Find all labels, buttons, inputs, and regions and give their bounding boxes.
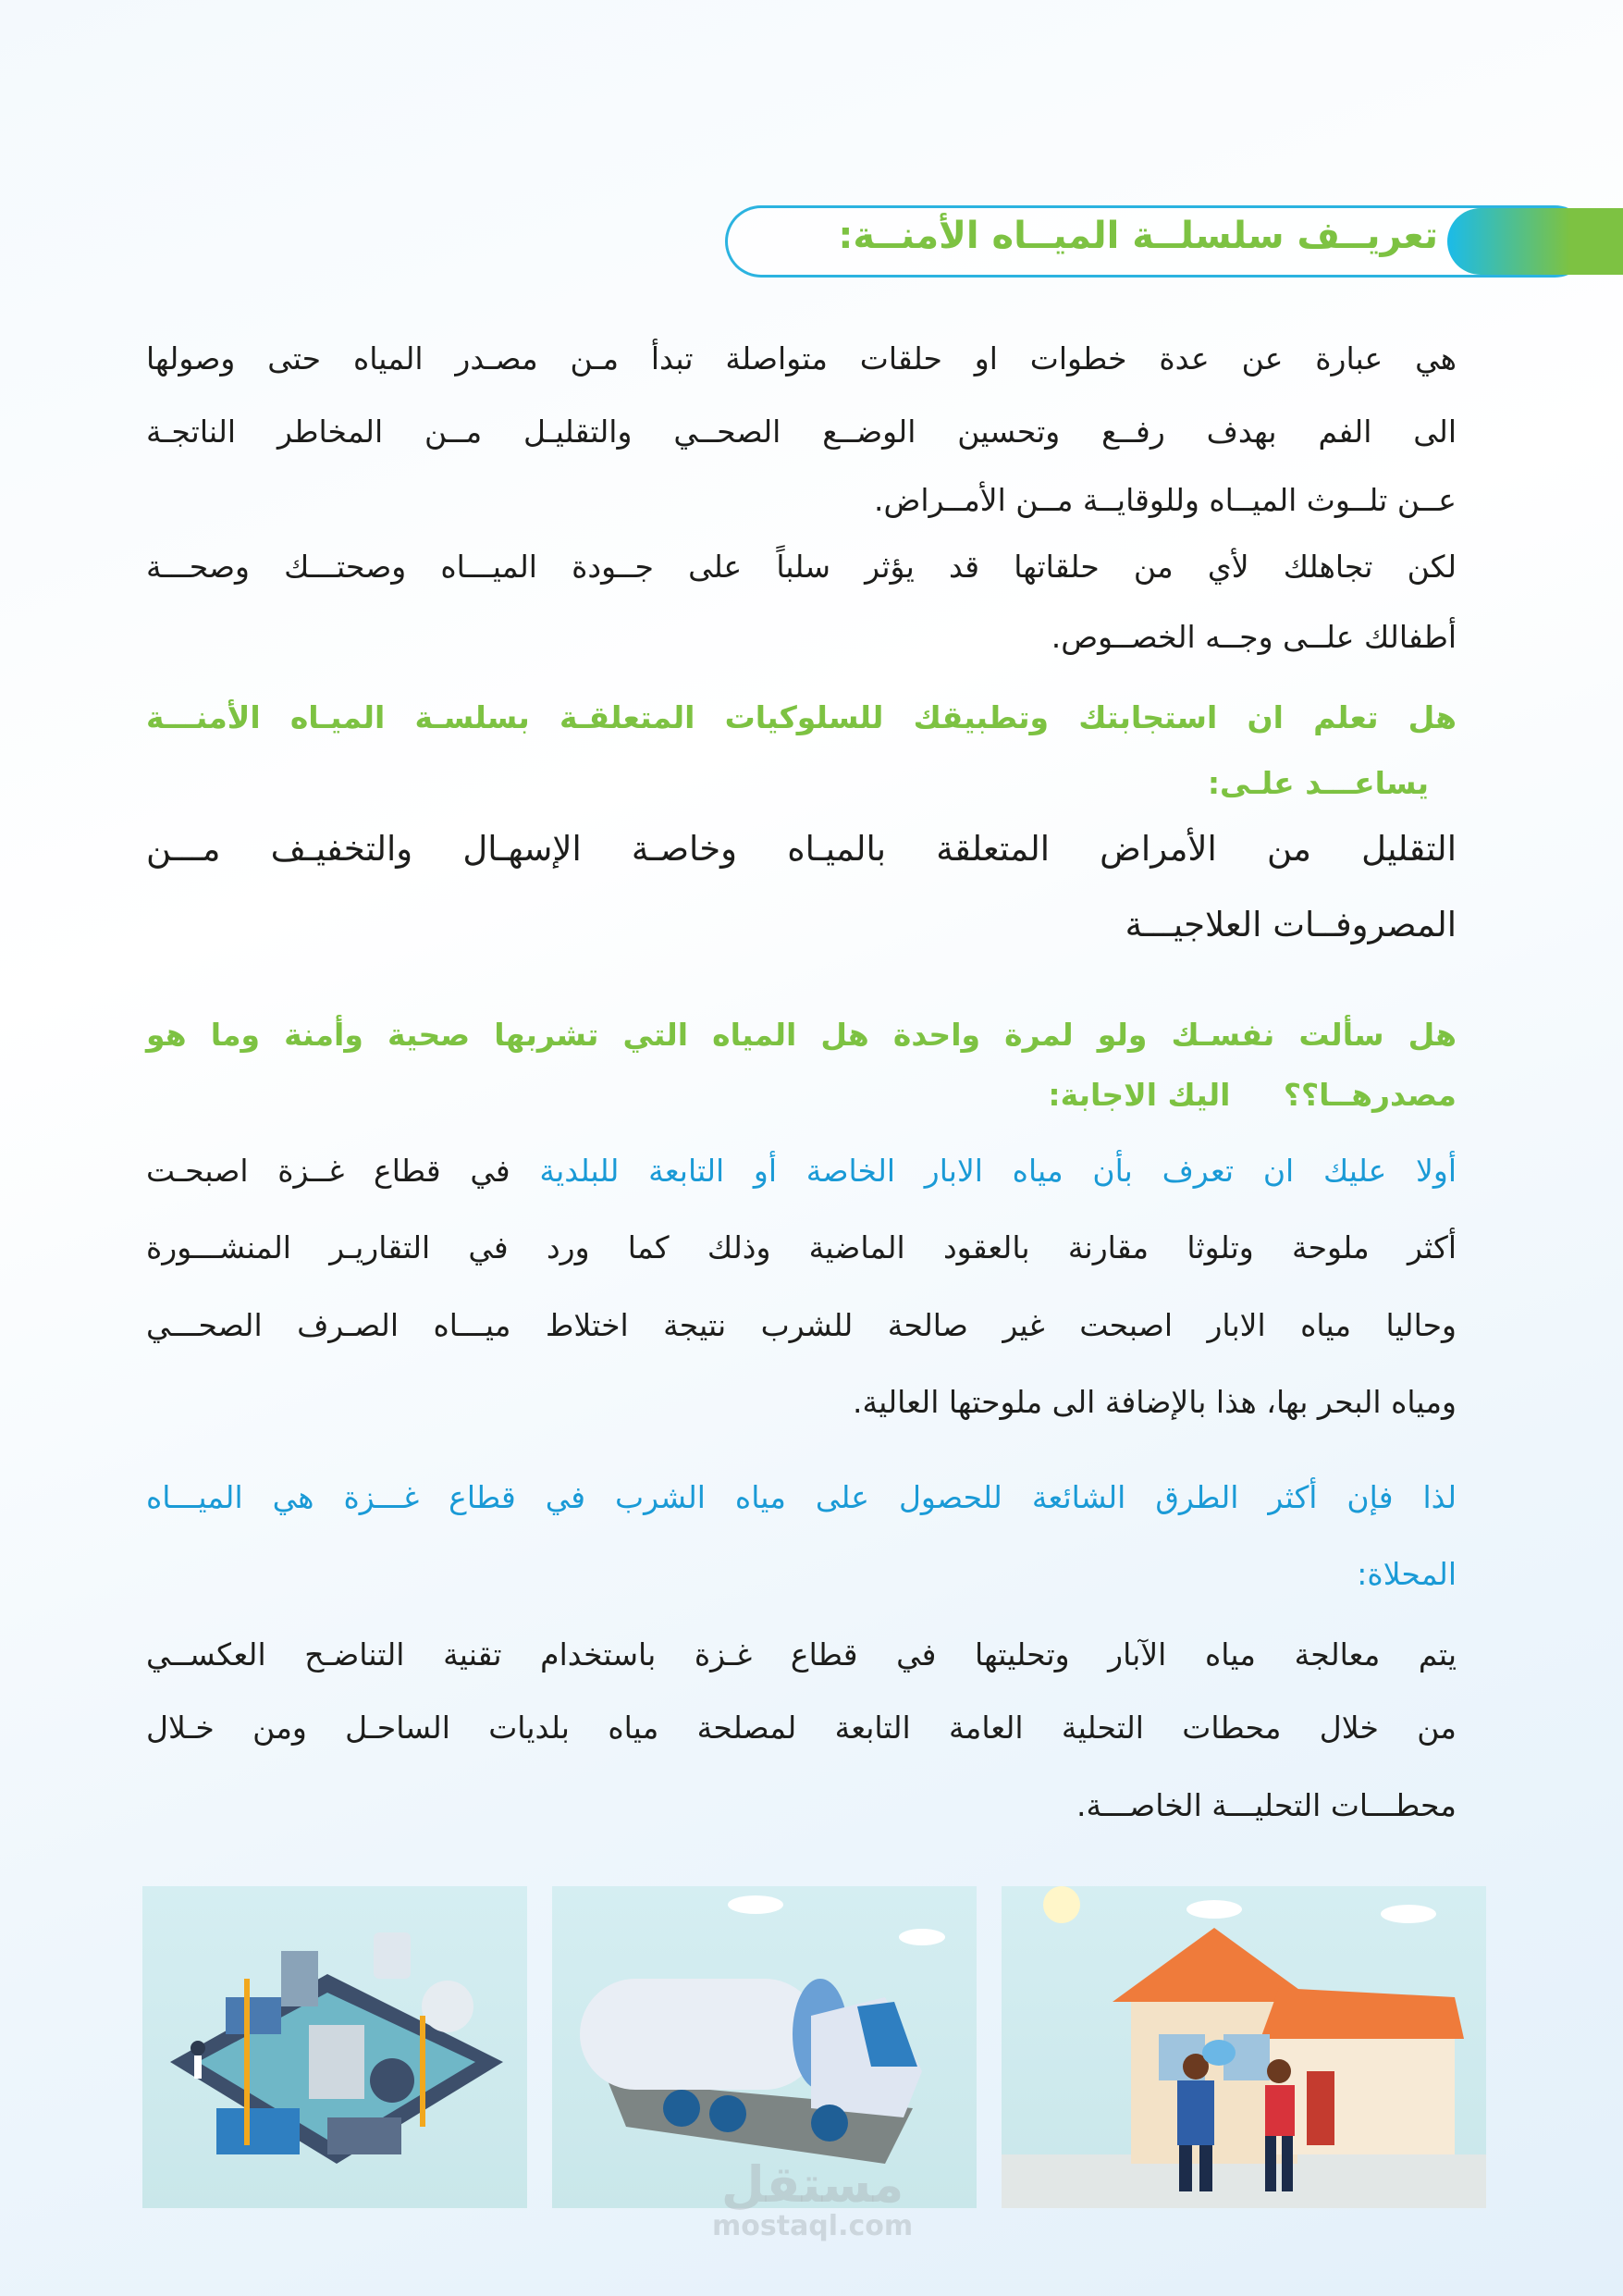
answer-line: محطـــات التحليـــة الخاصـــة.: [1076, 1787, 1457, 1823]
answer-line: يتم معالجة مياه الآبار وتحليتها في قطاع غـزة باستخدام تقنية التناضـح العكســي: [146, 1636, 1457, 1673]
question-heading: هل سألت نفسـك ولو لمرة واحدة هل المياه التي تشربها صحية وأمنة وما هو: [146, 1017, 1457, 1053]
question-heading: لذا فإن أكثر الطرق الشائعة للحصول على مياه الشرب في قطاع غـــزة هي الميـــاه: [146, 1479, 1457, 1515]
answer-line: أكثر ملوحة وتلوثا مقارنة بالعقود الماضية وذلك كما ورد في التقاريـر المنشـــورة: [146, 1229, 1457, 1265]
answer-line: المصروفــات العلاجيـــة: [1125, 905, 1457, 944]
watermark-latin: mostaql.com: [712, 2210, 914, 2242]
mostaql-watermark: [712, 2155, 914, 2242]
page-title: تعريــف سلسلــة الميــاه الأمنــة:: [838, 215, 1438, 257]
paragraph-line: أطفالك علــى وجــه الخصــوص.: [1051, 619, 1457, 655]
watermark-arabic: مستقل: [720, 2155, 904, 2214]
answer-line: التقليل من الأمراض المتعلقة بالميـاه وخاصـة الإسهـال والتخفيـف مـــن: [146, 829, 1457, 869]
answer-text: في قطاع غــزة اصبحـت: [146, 1153, 540, 1189]
section-header: [725, 205, 1623, 276]
answer-line: ومياه البحر بها، هذا بالإضافة الى ملوحتها العالية.: [852, 1384, 1457, 1420]
desalination-plant-illustration: [142, 1886, 527, 2208]
paragraph-line: هي عبارة عن عدة خطوات او حلقات متواصلة تبدأ مـن مصـدر المياه حتى وصولها: [146, 340, 1457, 376]
question-heading: يساعـــد علـى:: [1207, 765, 1429, 801]
question-heading: هل تعلم ان استجابتك وتطبيقك للسلوكيات المتعلقـة بسلسـة الميـاه الأمنـــة: [146, 699, 1457, 735]
paragraph-line: لكن تجاهلك لأي من حلقاتها قد يؤثر سلباً على جــودة الميـــاه وصحتـــك وصحـــة: [146, 549, 1457, 585]
highlighted-text: أولا عليك ان تعرف بأن مياه الابار الخاصة أو التابعة للبلدية: [539, 1153, 1457, 1189]
house-water-delivery-illustration: [1002, 1886, 1486, 2208]
paragraph-line: عــن تلــوث الميــاه وللوقايــة مــن الأمــراض.: [874, 482, 1457, 518]
paragraph-line: الى الفم بهدف رفــع وتحسين الوضــع الصحــي والتقليـل مــن المخاطر الناتجـة: [146, 414, 1457, 450]
question-heading: المحلاة:: [1357, 1556, 1457, 1592]
answer-line: من خلال محطات التحلية العامة التابعة لمصلحة مياه بلديات الساحـل ومن خـلال: [146, 1710, 1457, 1746]
question-heading: مصدرهــا؟؟ اليك الاجابة:: [1048, 1077, 1457, 1113]
answer-line: [146, 1148, 1457, 1194]
answer-line: وحاليا مياه الابار اصبحت غير صالحة للشرب نتيجة اختلاط ميـــاه الصـرف الصحـــي: [146, 1307, 1457, 1343]
header-gradient-cap: [1447, 208, 1623, 275]
